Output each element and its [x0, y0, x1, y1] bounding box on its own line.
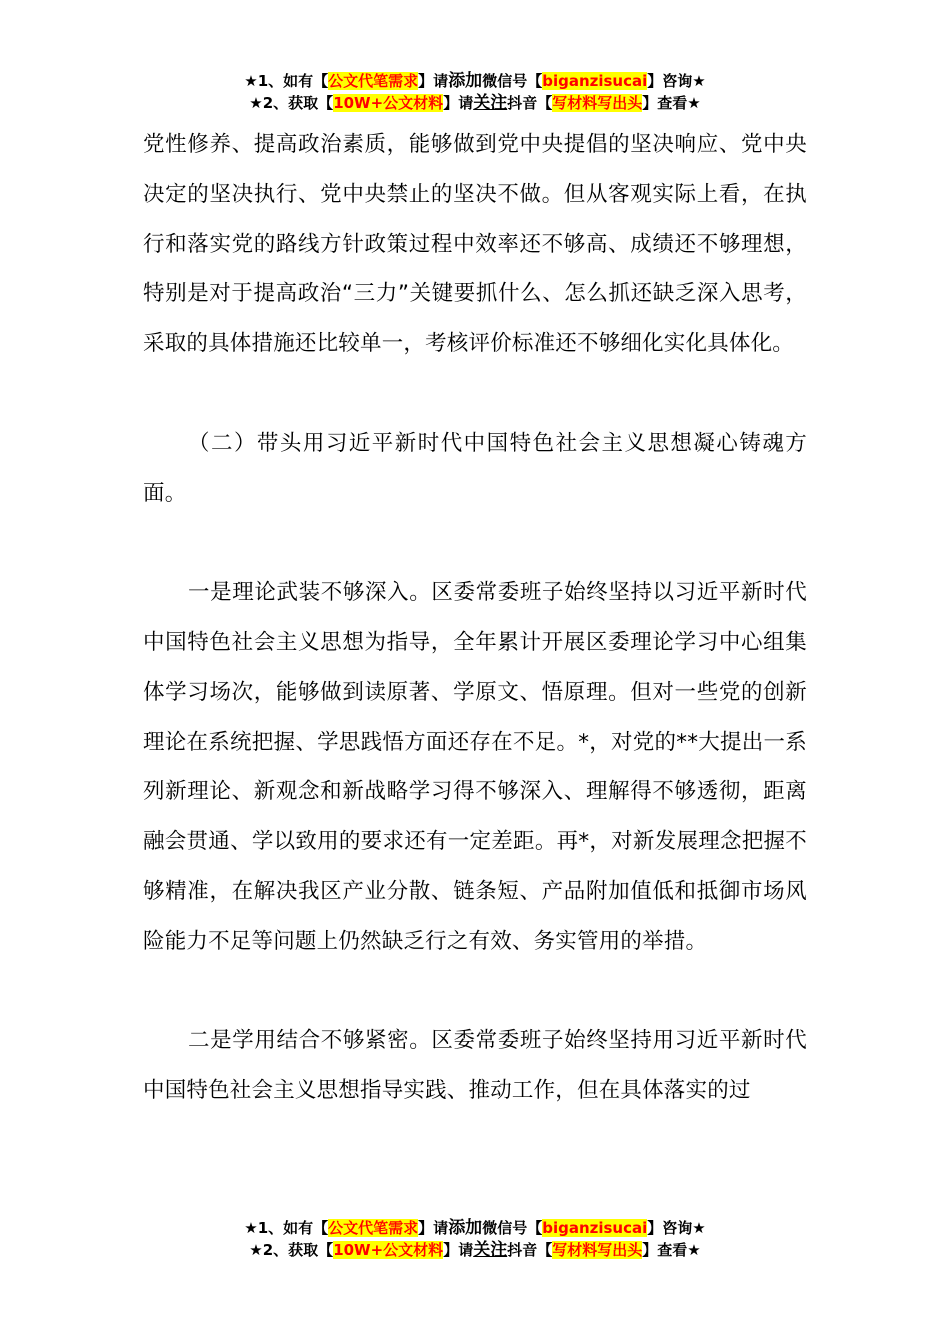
footer-banner — [0, 1217, 950, 1261]
highlight-service: 公文代笔需求 — [328, 1219, 419, 1237]
paragraph-practice: 二是学用结合不够紧密。区委常委班子始终坚持用习近平新时代中国特色社会主义思想指导实践、推动工作，但在具体落实的过 — [143, 1028, 807, 1104]
paragraph-continuation: 党性修养、提高政治素质，能够做到党中央提倡的坚决响应、党中央决定的坚决执行、党中央禁止的坚决不做。但从客观实际上看，在执行和落实党的路线方针政策过程中效率还不够高、成绩还不够理想，特别是对于提高政治“三力”关键要抓什么、怎么抓还缺乏深入思考，采取的具体措施还比较单一，考核评价标准还不够细化实化具体化。 — [143, 132, 807, 357]
highlight-douyin-account: 写材料写出头 — [552, 1241, 643, 1259]
highlight-douyin-account: 写材料写出头 — [552, 94, 643, 112]
banner-line-1: ★1、如有【公文代笔需求】请添加微信号【biganzisucai】咨询★ — [244, 1218, 706, 1238]
paragraph-theory: 一是理论武装不够深入。区委常委班子始终坚持以习近平新时代中国特色社会主义思想为指导，全年累计开展区委理论学习中心组集体学习场次，能够做到读原著、学原文、悟原理。但对一些党的创新理论在系统把握、学思践悟方面还存在不足。*，对党的**大提出一系列新理论、新观念和新战略学习得不够深入、理解得不够透彻，距离融会贯通、学以致用的要求还有一定差距。再*，对新发展理念把握不够精准，在解决我区产业分散、链条短、产品附加值低和抵御市场风险能力不足等问题上仍然缺乏行之有效、务实管用的举措。 — [143, 580, 807, 954]
highlight-materials: 10W+公文材料 — [333, 94, 444, 112]
banner-line-2: ★2、获取【10W+公文材料】请关注抖音【写材料写出头】查看★ — [249, 1240, 701, 1260]
banner-line-2: ★2、获取【10W+公文材料】请关注抖音【写材料写出头】查看★ — [249, 93, 701, 113]
highlight-wechat-id: biganzisucai — [542, 1219, 648, 1237]
highlight-service: 公文代笔需求 — [328, 72, 419, 90]
header-banner — [0, 70, 950, 114]
highlight-materials: 10W+公文材料 — [333, 1241, 444, 1259]
document-body — [143, 120, 807, 1116]
highlight-wechat-id: biganzisucai — [542, 72, 648, 90]
banner-line-1: ★1、如有【公文代笔需求】请添加微信号【biganzisucai】咨询★ — [244, 71, 706, 91]
section-heading: （二）带头用习近平新时代中国特色社会主义思想凝心铸魂方面。 — [143, 430, 807, 506]
